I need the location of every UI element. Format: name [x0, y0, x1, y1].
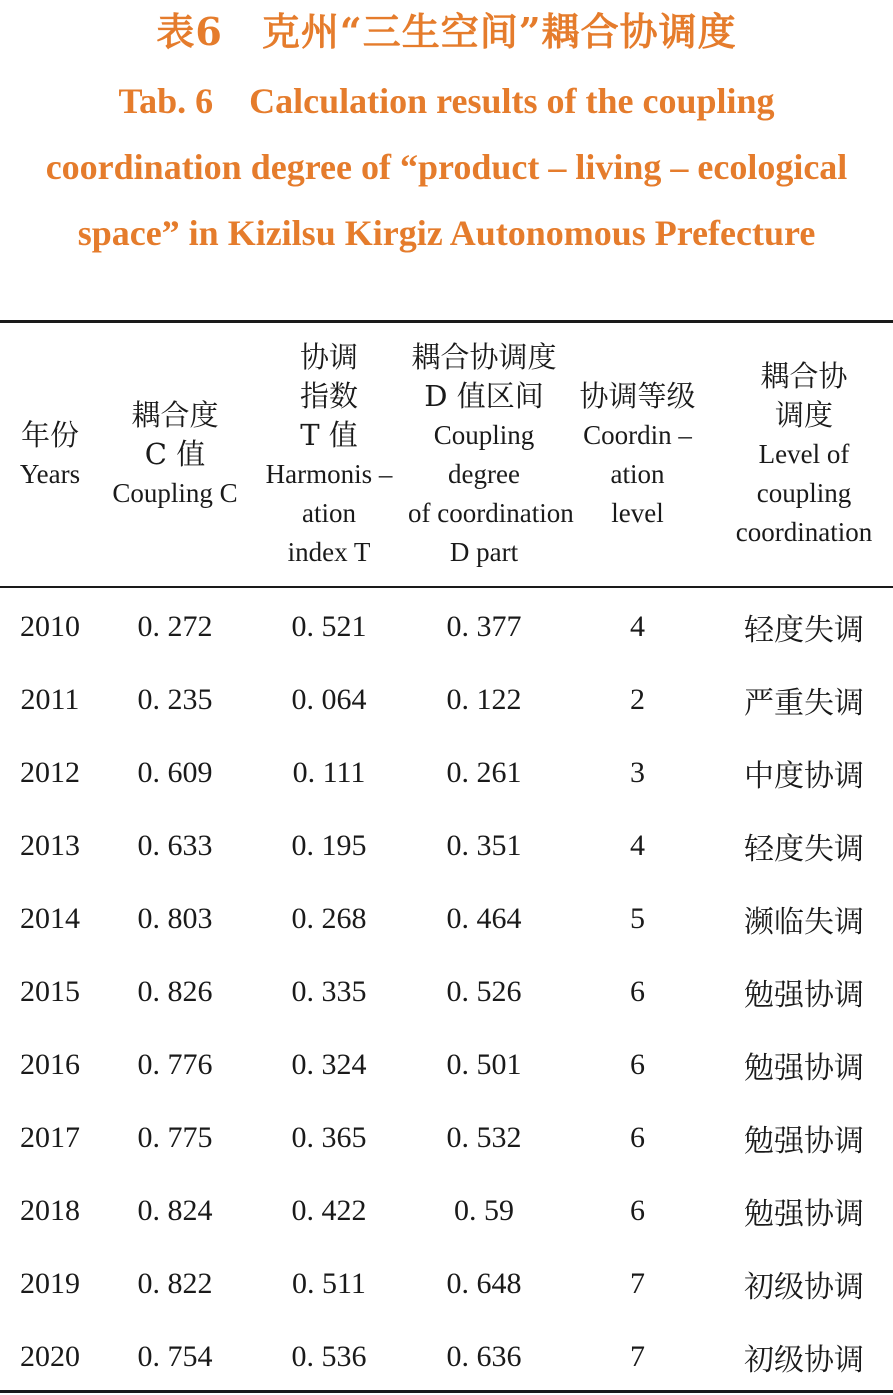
cell-year: 2014 [20, 901, 80, 935]
table-row [0, 882, 893, 955]
cell-c: 0. 272 [137, 609, 213, 643]
cell-t: 0. 521 [291, 609, 367, 643]
cell-d: 0. 526 [446, 974, 522, 1008]
table-row [0, 955, 893, 1028]
table-row [0, 663, 893, 736]
cell-t: 0. 422 [291, 1193, 367, 1227]
table-row [0, 1247, 893, 1320]
cell-grade: 3 [630, 755, 645, 789]
cell-d: 0. 122 [446, 682, 522, 716]
cell-c: 0. 609 [137, 755, 213, 789]
cell-t: 0. 511 [292, 1266, 366, 1300]
cell-year: 2012 [20, 755, 80, 789]
cell-year: 2011 [20, 682, 80, 716]
cell-t: 0. 365 [291, 1120, 367, 1154]
cell-grade: 6 [630, 1120, 645, 1154]
cell-d: 0. 377 [446, 609, 522, 643]
cell-level: 勉强协调 [744, 1050, 864, 1086]
cell-year: 2019 [20, 1266, 80, 1300]
cell-level: 勉强协调 [744, 1196, 864, 1232]
table-row [0, 736, 893, 809]
cell-c: 0. 776 [137, 1047, 213, 1081]
header-coupling-c: 耦合度 C 值 Coupling C [112, 398, 238, 508]
cell-t: 0. 324 [291, 1047, 367, 1081]
cell-level: 初级协调 [744, 1269, 864, 1305]
cell-t: 0. 335 [291, 974, 367, 1008]
cell-grade: 6 [630, 974, 645, 1008]
cell-c: 0. 754 [137, 1339, 213, 1373]
cell-t: 0. 536 [291, 1339, 367, 1373]
cell-c: 0. 633 [137, 828, 213, 862]
cell-d: 0. 532 [446, 1120, 522, 1154]
header-coordination-d: 耦合协调度 D 值区间 Coupling degree of coordination D part [408, 339, 574, 567]
table-row [0, 586, 893, 663]
cell-level: 轻度失调 [744, 612, 864, 648]
cell-c: 0. 803 [137, 901, 213, 935]
cell-level: 严重失调 [744, 685, 864, 721]
cell-grade: 4 [630, 609, 645, 643]
cell-year: 2020 [20, 1339, 80, 1373]
cell-level: 勉强协调 [744, 1123, 864, 1159]
cell-d: 0. 351 [446, 828, 522, 862]
cell-year: 2010 [20, 609, 80, 643]
header-year: 年份 Years [19, 417, 81, 489]
cell-grade: 5 [630, 901, 645, 935]
table-row [0, 1028, 893, 1101]
cell-level: 初级协调 [744, 1342, 864, 1378]
cell-d: 0. 464 [446, 901, 522, 935]
cell-c: 0. 235 [137, 682, 213, 716]
cell-t: 0. 111 [292, 755, 366, 789]
table-row [0, 809, 893, 882]
table-row [0, 1320, 893, 1393]
header-coordination-grade: 协调等级 Coordin – ation level [579, 378, 696, 528]
cell-d: 0. 501 [446, 1047, 522, 1081]
cell-d: 0. 261 [446, 755, 522, 789]
cell-d: 0. 648 [446, 1266, 522, 1300]
cell-grade: 4 [630, 828, 645, 862]
cell-level: 勉强协调 [744, 977, 864, 1013]
cell-level: 中度协调 [744, 758, 864, 794]
cell-d: 0. 636 [446, 1339, 522, 1373]
cell-c: 0. 822 [137, 1266, 213, 1300]
header-coupling-level: 耦合协 调度 Level of coupling coordination [735, 359, 873, 547]
cell-c: 0. 775 [137, 1120, 213, 1154]
table-row [0, 1174, 893, 1247]
cell-c: 0. 824 [137, 1193, 213, 1227]
cell-grade: 2 [630, 682, 645, 716]
cell-t: 0. 064 [291, 682, 367, 716]
cell-year: 2013 [20, 828, 80, 862]
coupling-coordination-table [0, 323, 893, 1393]
caption-english: Tab. 6 Calculation results of the coupling coordination degree of “product – living – ecological space” in Kizilsu Kirgiz Autonomous Prefecture [45, 81, 848, 253]
cell-c: 0. 826 [137, 974, 213, 1008]
table-header-row [0, 323, 893, 586]
cell-grade: 7 [630, 1339, 645, 1373]
cell-year: 2017 [20, 1120, 80, 1154]
header-harmonisation-t: 协调 指数 T 值 Harmonis – ation index T [265, 339, 393, 567]
cell-grade: 6 [630, 1193, 645, 1227]
cell-t: 0. 268 [291, 901, 367, 935]
cell-grade: 6 [630, 1047, 645, 1081]
cell-level: 轻度失调 [744, 831, 864, 867]
table-row [0, 1101, 893, 1174]
cell-d: 0. 59 [454, 1193, 514, 1227]
caption-chinese: 表6 克州“三生空间”耦合协调度 [156, 9, 737, 54]
cell-year: 2015 [20, 974, 80, 1008]
cell-year: 2016 [20, 1047, 80, 1081]
cell-grade: 7 [630, 1266, 645, 1300]
cell-year: 2018 [20, 1193, 80, 1227]
cell-level: 濒临失调 [744, 904, 864, 940]
cell-t: 0. 195 [291, 828, 367, 862]
